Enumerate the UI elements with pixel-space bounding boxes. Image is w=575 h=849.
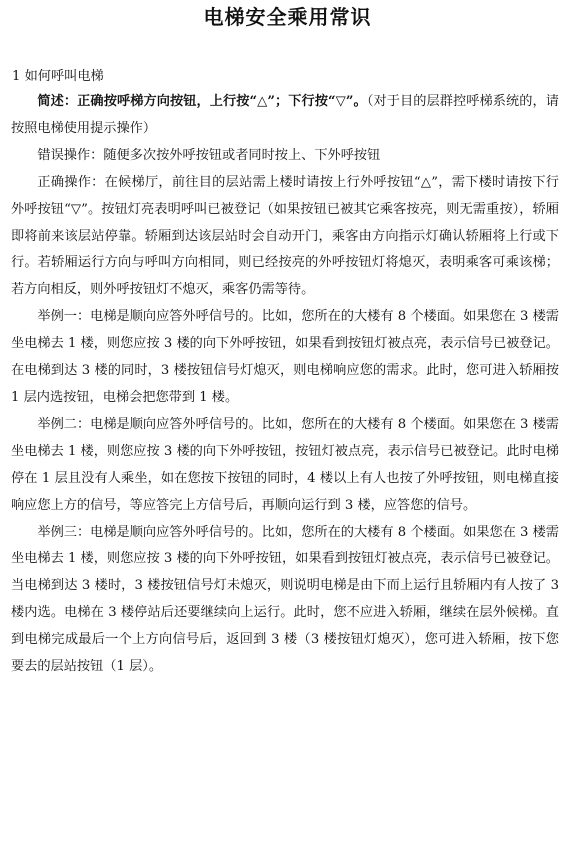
example-3-paragraph: 举例三：电梯是顺向应答外呼信号的。比如，您所在的大楼有 8 个楼面。如果您在 3 楼需坐电梯去 1 楼，则您应按 3 楼的向下外呼按钮，如果看到按钮灯被点亮，表示信号已被登记。当电梯到达 3 楼时，3 楼按钮信号灯未熄灭，则说明电梯是由下而上运行且轿厢内有人按了 3 楼内选。电梯在 3 楼停站后还要继续向上运行。此时，您不应进入轿厢，继续在层外候梯。直到电梯完成最后一个上方向信号后，返回到 3 楼（3 楼按钮灯熄灭），您可进入轿厢，按下您要去的层站按钮（1 层）。: [11, 524, 559, 675]
section-heading: 1 如何呼叫电梯: [12, 69, 104, 84]
summary-bold-text: 正确按呼梯方向按钮，上行按“△”；下行按“▽”。: [77, 94, 367, 109]
example-1-paragraph: 举例一：电梯是顺向应答外呼信号的。比如，您所在的大楼有 8 个楼面。如果您在 3 楼需坐电梯去 1 楼，则您应按 3 楼的向下外呼按钮，如果看到按钮灯被点亮，表示信号已被登记。在电梯到达 3 楼的同时，3 楼按钮信号灯熄灭，则电梯响应您的需求。此时，您可进入轿厢按 1 层内选按钮，电梯会把您带到 1 楼。: [11, 309, 559, 405]
summary-label: 简述：: [37, 94, 78, 109]
document-body: [11, 89, 559, 681]
example-2-paragraph: 举例二：电梯是顺向应答外呼信号的。比如，您所在的大楼有 8 个楼面。如果您在 3 楼需坐电梯去 1 楼，则您应按 3 楼的向下外呼按钮，按钮灯被点亮，表示信号已被登记。此时电梯停在 1 层且没有人乘坐，如在您按下按钮的同时，4 楼以上有人也按了外呼按钮，则电梯直接响应您上方的信号，等应答完上方信号后，再顺向运行到 3 楼，应答您的信号。: [11, 416, 559, 513]
correct-operation-paragraph: 正确操作：在候梯厅，前往目的层站需上楼时请按上行外呼按钮“△”，需下楼时请按下行外呼按钮“▽”。按钮灯亮表明呼叫已被登记（如果按钮已被其它乘客按亮，则无需重按），轿厢即将前来该层站停靠。轿厢到达该层站时会自动开门，乘客由方向指示灯确认轿厢将上行或下行。若轿厢运行方向与呼叫方向相同，则已经按亮的外呼按钮灯将熄灭，表明乘客可乘该梯；若方向相反，则外呼按钮灯不熄灭，乘客仍需等待。: [11, 174, 559, 298]
summary-note: （对于目的层群控呼梯系统的，请按照电梯使用提示操作）: [11, 94, 559, 136]
summary-paragraph: [11, 89, 559, 143]
wrong-operation-paragraph: 错误操作：随便多次按外呼按钮或者同时按上、下外呼按钮: [37, 147, 381, 163]
document-title: 电梯安全乘用常识: [203, 5, 372, 29]
